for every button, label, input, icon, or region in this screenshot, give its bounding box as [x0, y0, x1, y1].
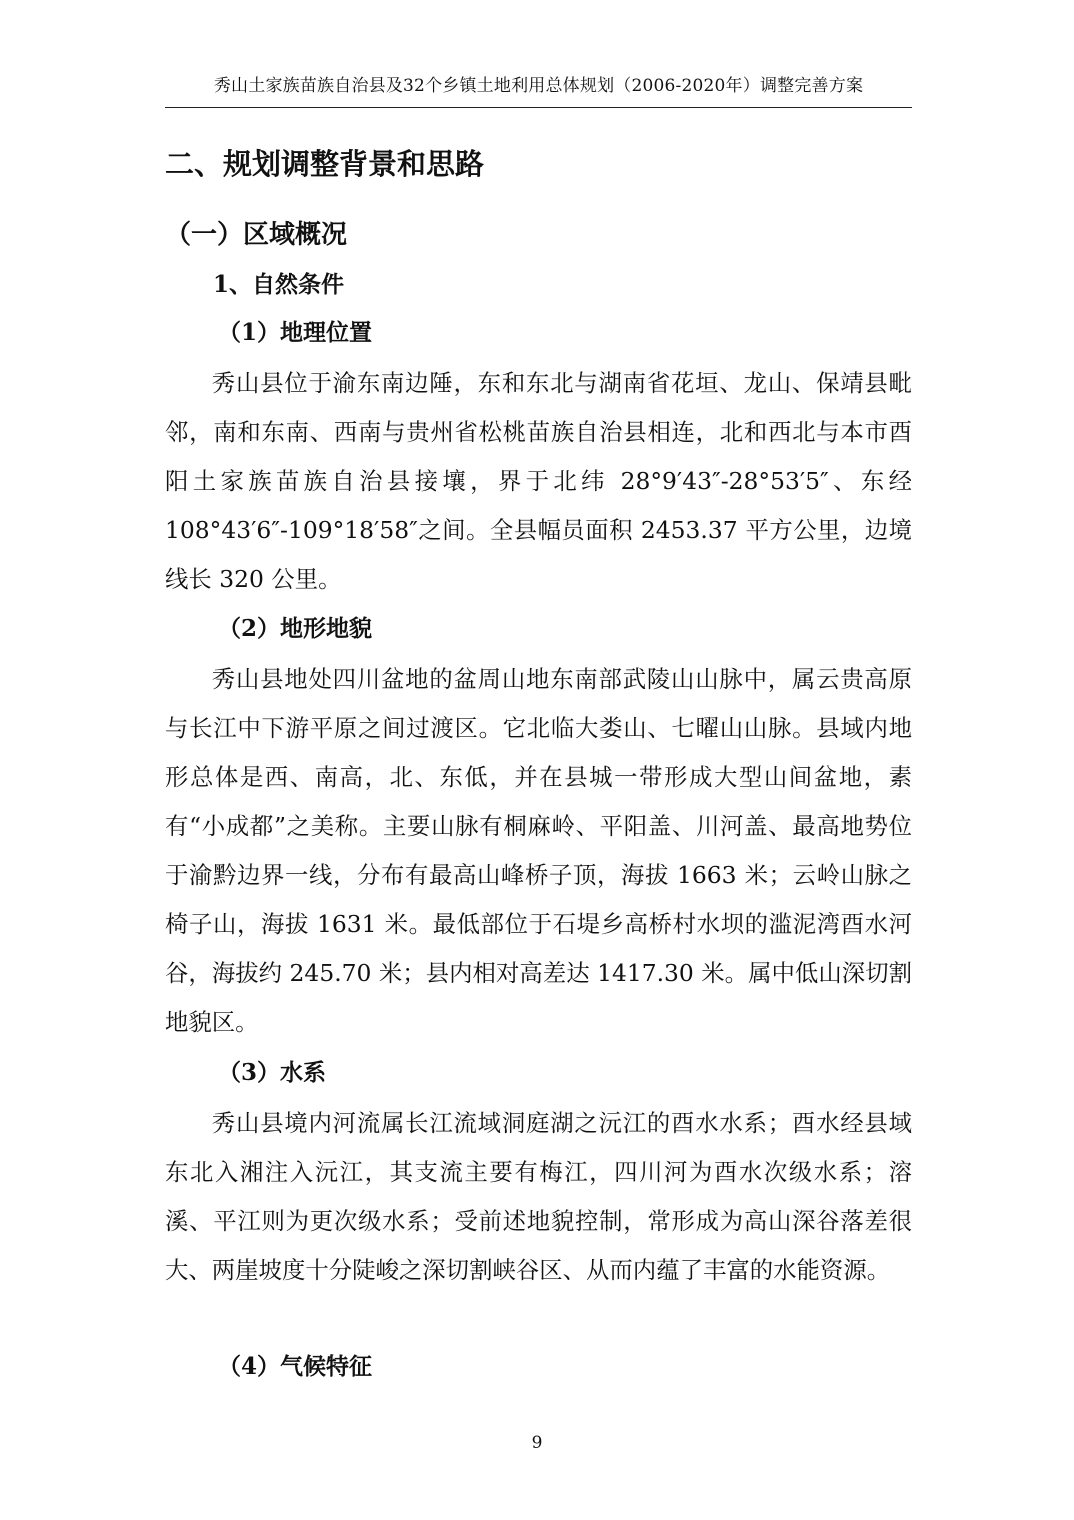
heading-geographic-location: （1）地理位置 [218, 319, 373, 346]
paragraph-water-system: 秀山县境内河流属长江流域洞庭湖之沅江的酉水水系；酉水经县域东北入湘注入沅江，其支流主要有梅江，四川河为酉水次级水系；溶溪、平江则为更次级水系；受前述地貌控制，常形成为高山深谷落差很大、两崖坡度十分陡峻之深切割峡谷区、从而内蕴了丰富的水能资源。 [165, 1109, 912, 1284]
running-header: 秀山土家族苗族自治县及32个乡镇土地利用总体规划（2006-2020年）调整完善方案 [213, 76, 864, 96]
header-divider [165, 107, 912, 108]
subsection-title: （一）区域概况 [165, 220, 348, 250]
heading-water-system: （3）水系 [218, 1059, 327, 1086]
paragraph-terrain: 秀山县地处四川盆地的盆周山地东南部武陵山山脉中，属云贵高原与长江中下游平原之间过渡区。它北临大娄山、七曜山山脉。县域内地形总体是西、南高，北、东低，并在县城一带形成大型山间盆地，素有“小成都”之美称。主要山脉有桐麻岭、平阳盖、川河盖、最高地势位于渝黔边界一线，分布有最高山峰桥子顶，海拔 1663 米；云岭山脉之椅子山，海拔 1631 米。最低部位于石堤乡高桥村水坝的滥泥湾酉水河谷，海拔约 245.70 米；县内相对高差达 1417.30 米。属中低山深切割地貌区。 [165, 665, 912, 1036]
page-number: 9 [531, 1433, 543, 1453]
section-title: 二、规划调整背景和思路 [165, 147, 485, 181]
paragraph-geographic-location: 秀山县位于渝东南边陲，东和东北与湖南省花垣、龙山、保靖县毗邻，南和东南、西南与贵州省松桃苗族自治县相连，北和西北与本市酉阳土家族苗族自治县接壤，界于北纬 28°9′43″-28°53′5″、东经 108°43′6″-109°18′58″之间。全县幅员面积 2453.37 平方公里，边境线长 320 公里。 [165, 369, 912, 593]
heading-climate: （4）气候特征 [218, 1353, 373, 1380]
item-title: 1、自然条件 [213, 271, 345, 298]
heading-terrain: （2）地形地貌 [218, 615, 373, 642]
